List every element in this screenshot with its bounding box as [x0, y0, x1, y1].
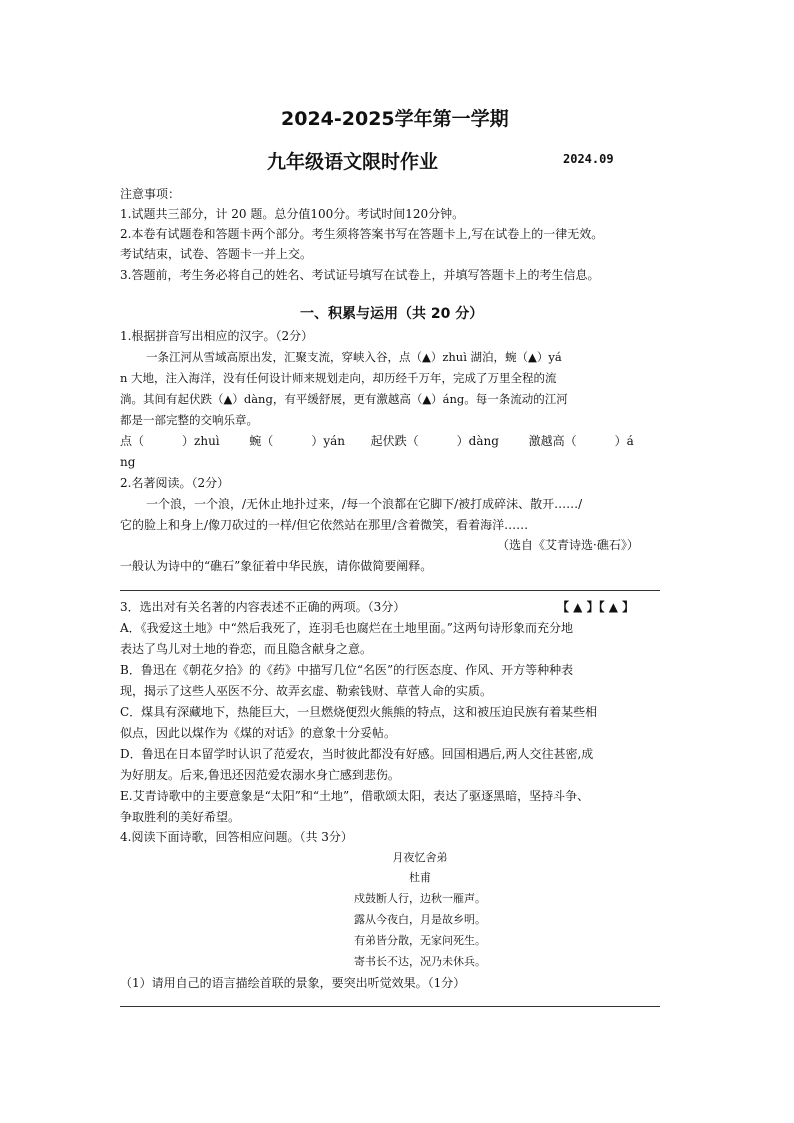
q2-question: 一般认为诗中的“礁石”象征着中华民族，请你做简要阐释。 — [120, 559, 433, 573]
title-line-2: 九年级语文限时作业 — [267, 151, 439, 173]
q2-poem-line: 它的脸上和身上/像刀砍过的一样/但它依然站在那里/含着微笑，看着海洋…… — [120, 518, 529, 532]
q3-option-line: A．《我爱这土地》中“然后我死了，连羽毛也腐烂在土地里面。”这两句诗形象而充分地 — [120, 621, 573, 635]
q2-poem-line: 一个浪，一个浪，/无休止地扑过来，/每一个浪都在它脚下/被打成碎沫、散开……/ — [146, 497, 583, 511]
q1-blank-pinyin: ）yán — [311, 434, 345, 448]
note-item: 2.本卷有试题卷和答题卡两个部分。考生须将答案书写在答题卡上,写在试卷上的一律无效。 — [120, 227, 604, 241]
q1-passage-line: 淌。其间有起伏跌（▲）dàng，有平缓舒展，更有激越高（▲）áng。每一条流动的江河 — [120, 392, 568, 406]
q3-option-line: B．鲁迅在《朝花夕拾》的《药》中描写几位“名医”的行医态度、作风、开方等种种表 — [120, 663, 574, 677]
q1-blank-label: 蜿（ — [249, 434, 274, 448]
q3-answer-slots[interactable]: 【 ▲ 】【 ▲ 】 — [557, 600, 635, 614]
poem-line: 露从今夜白，月是故乡明。 — [354, 913, 486, 926]
exam-date: 2024.09 — [563, 152, 614, 166]
poem-line: 戍鼓断人行，边秋一雁声。 — [354, 892, 486, 905]
q2-stem: 2.名著阅读。（2分） — [120, 476, 230, 490]
notes-label: 注意事项： — [120, 187, 181, 201]
q1-passage-line: 一条江河从雪域高原出发，汇聚支流，穿峡入谷，点（▲）zhuì 湖泊，蜿（▲）yá — [146, 350, 562, 364]
q1-blank-label: 点（ — [120, 434, 145, 448]
note-item: 1.试题共三部分，计 20 题。总分值100分。考试时间120分钟。 — [120, 207, 465, 221]
q3-option-line: D．鲁迅在日本留学时认识了范爱农，当时彼此都没有好感。回国相遇后,两人交往甚密,成 — [120, 747, 594, 761]
q3-stem: 3．选出对有关名著的内容表述不正确的两项。（3分） — [120, 600, 406, 614]
q4-sub1: （1）请用自己的语言描绘首联的景象，要突出听觉效果。（1分） — [120, 976, 466, 990]
q1-blank-row — [120, 431, 634, 451]
poem-title: 月夜忆舍弟 — [392, 851, 448, 864]
q1-stem: 1.根据拼音写出相应的汉字。（2分） — [120, 329, 314, 343]
q1-blank-label: 激越高（ — [528, 434, 577, 448]
q1-blank-pinyin: ）dàng — [456, 434, 499, 448]
note-item: 考试结束，试卷、答题卡一并上交。 — [120, 247, 313, 261]
q2-source: （选自《艾青诗选·礁石》） — [497, 538, 639, 552]
q3-option-line: 争取胜利的美好希望。 — [120, 810, 241, 824]
answer-line[interactable] — [120, 590, 660, 591]
q1-blank-label: 起伏跌（ — [370, 434, 419, 448]
section-heading: 一、积累与运用（共 20 分） — [300, 306, 484, 322]
q3-option-line: 似点，因此以煤作为《煤的对话》的意象十分妥帖。 — [120, 726, 397, 740]
q1-passage-line: n 大地，注入海洋，没有任何设计师来规划走向，却历经千万年，完成了万里全程的流 — [120, 371, 557, 385]
q3-option-line: 为好朋友。后来,鲁迅还因范爱农溺水身亡感到悲伤。 — [120, 768, 400, 782]
q1-blank-pinyin: ）zhuì — [182, 434, 220, 448]
q4-stem: 4.阅读下面诗歌，回答相应问题。（共 3分） — [120, 830, 353, 844]
q1-passage-line: 都是一部完整的交响乐章。 — [120, 413, 258, 427]
q3-option-line: E.艾青诗歌中的主要意象是“太阳”和“土地”，借歌颂太阳，表达了驱逐黑暗，坚持斗争、 — [120, 789, 590, 803]
title-line-1: 2024-2025学年第一学期 — [281, 108, 509, 130]
poem-line: 寄书长不达，况乃未休兵。 — [354, 955, 486, 968]
q1-blank-pinyin: ）á — [614, 434, 634, 448]
note-item: 3.答题前，考生务必将自己的姓名、考试证号填写在试卷上，并填写答题卡上的考生信息。 — [120, 268, 600, 282]
q3-option-line: 现，揭示了这些人巫医不分、故弄玄虚、勒索钱财、草菅人命的实质。 — [120, 684, 493, 698]
answer-line[interactable] — [120, 1006, 660, 1007]
q1-wrap: ng — [120, 455, 136, 469]
poem-author: 杜甫 — [409, 871, 431, 884]
poem-line: 有弟皆分散，无家问死生。 — [354, 934, 486, 947]
q3-option-line: C．煤具有深藏地下，热能巨大，一旦燃烧便烈火熊熊的特点，这和被压迫民族有着某些相 — [120, 705, 598, 719]
q3-option-line: 表达了鸟儿对土地的眷恋，而且隐含献身之意。 — [120, 642, 373, 656]
